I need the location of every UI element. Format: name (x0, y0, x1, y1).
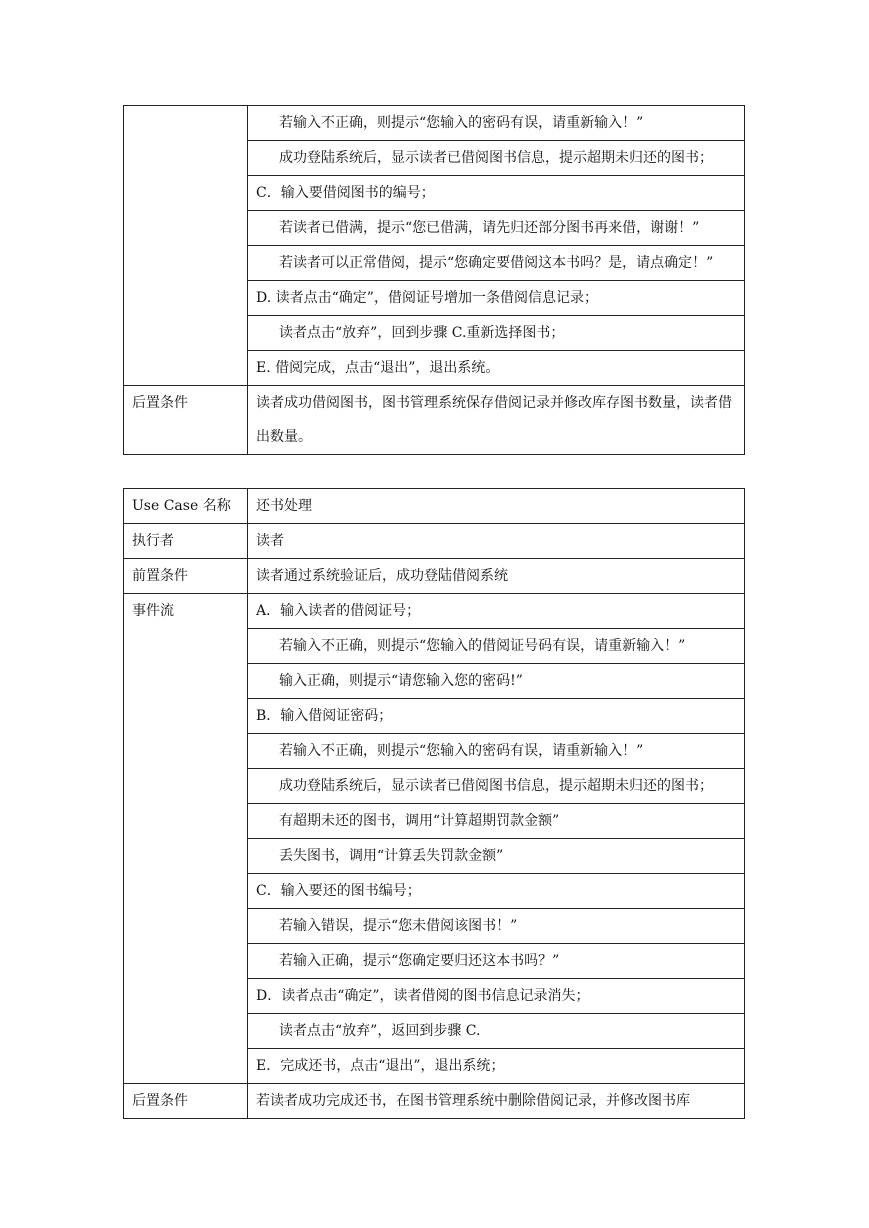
postcondition-value: 读者成功借阅图书，图书管理系统保存借阅记录并修改库存图书数量，读者借出数量。 (248, 386, 745, 455)
flow-step: 若读者可以正常借阅，提示“您确定要借阅这本书吗？是，请点确定！” (248, 246, 745, 281)
flow-step: 若输入错误，提示“您未借阅该图书！” (248, 909, 745, 944)
flow-step: 若输入不正确，则提示“您输入的密码有误，请重新输入！” (248, 106, 745, 141)
event-flow-label: 事件流 (124, 594, 248, 1084)
flow-step: C．输入要借阅图书的编号； (248, 176, 745, 211)
flow-step: A．输入读者的借阅证号； (248, 594, 745, 629)
flow-step: E．完成还书，点击“退出”，退出系统； (248, 1049, 745, 1084)
flow-step: 输入正确，则提示“请您输入您的密码!” (248, 664, 745, 699)
precondition-label: 前置条件 (124, 559, 248, 594)
flow-step: D．读者点击“确定”，读者借阅的图书信息记录消失； (248, 979, 745, 1014)
flow-step: 读者点击“放弃”，回到步骤 C.重新选择图书； (248, 316, 745, 351)
flow-step: 成功登陆系统后，显示读者已借阅图书信息，提示超期未归还的图书； (248, 769, 745, 804)
table-row (124, 1084, 745, 1119)
table-row (124, 594, 745, 629)
flow-step: 若输入不正确，则提示“您输入的借阅证号码有误，请重新输入！” (248, 629, 745, 664)
flow-step: 若读者已借满，提示“您已借满，请先归还部分图书再来借，谢谢！” (248, 211, 745, 246)
flow-step: D. 读者点击“确定”，借阅证号增加一条借阅信息记录； (248, 281, 745, 316)
flow-step: 若输入正确，提示“您确定要归还这本书吗？” (248, 944, 745, 979)
flow-step: E. 借阅完成，点击“退出”，退出系统。 (248, 351, 745, 386)
usecase-name-value: 还书处理 (248, 489, 745, 524)
table-row (124, 524, 745, 559)
borrow-usecase-table-continued (123, 105, 745, 455)
actor-label: 执行者 (124, 524, 248, 559)
flow-step: B．输入借阅证密码； (248, 699, 745, 734)
flow-step: 读者点击“放弃”，返回到步骤 C. (248, 1014, 745, 1049)
flow-step: 若输入不正确，则提示“您输入的密码有误，请重新输入！” (248, 734, 745, 769)
precondition-value: 读者通过系统验证后，成功登陆借阅系统 (248, 559, 745, 594)
table-row (124, 106, 745, 141)
flow-step: C．输入要还的图书编号； (248, 874, 745, 909)
usecase-name-label: Use Case 名称 (124, 489, 248, 524)
postcondition-value: 若读者成功完成还书，在图书管理系统中删除借阅记录，并修改图书库 (248, 1084, 745, 1119)
actor-value: 读者 (248, 524, 745, 559)
table-row (124, 489, 745, 524)
flow-step: 成功登陆系统后，显示读者已借阅图书信息，提示超期未归还的图书； (248, 141, 745, 176)
flow-step: 丢失图书，调用“计算丢失罚款金额” (248, 839, 745, 874)
postcondition-label: 后置条件 (124, 1084, 248, 1119)
table-row (124, 386, 745, 455)
table-row (124, 559, 745, 594)
return-usecase-table (123, 488, 745, 1119)
event-flow-label-cell (124, 106, 248, 386)
flow-step: 有超期未还的图书，调用“计算超期罚款金额” (248, 804, 745, 839)
postcondition-label: 后置条件 (124, 386, 248, 455)
